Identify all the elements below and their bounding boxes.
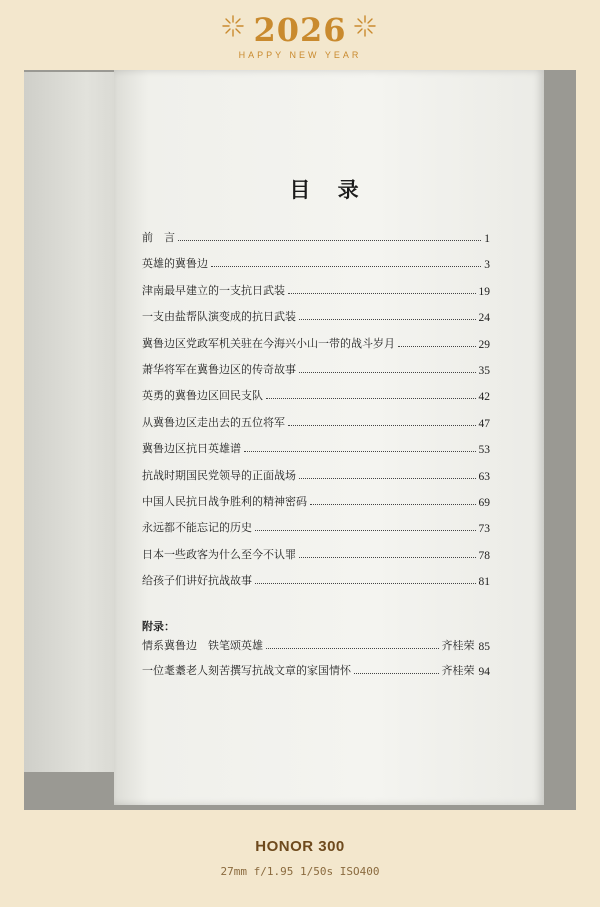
toc-entry: [142, 542, 490, 562]
toc-entry-page: 69: [478, 497, 490, 509]
toc-leader-dots: [266, 398, 476, 399]
toc-leader-dots: [354, 673, 439, 674]
camera-exif: 27mm f/1.95 1/50s ISO400: [220, 865, 380, 878]
toc-entry-title: 日本一些政客为什么至今不认罪: [142, 547, 296, 561]
toc-entry-page: 78: [478, 549, 490, 562]
camera-model: HONOR 300: [255, 838, 345, 855]
toc-entry-page: 53: [478, 444, 490, 457]
toc-entry: [142, 225, 490, 245]
toc-entry-page: 24: [478, 312, 490, 325]
left-book-page: [24, 72, 128, 772]
toc-entry-page: 1: [484, 233, 490, 245]
toc-entry-title: 中国人民抗日战争胜利的精神密码: [142, 495, 307, 508]
toc-leader-dots: [255, 583, 476, 584]
toc-entry: [142, 410, 490, 430]
toc-entry-title: 给孩子们讲好抗战故事: [142, 574, 252, 588]
book-photo: [24, 70, 576, 810]
toc-entry: [142, 251, 490, 271]
toc-leader-dots: [299, 557, 476, 558]
toc-leader-dots: [299, 372, 476, 373]
toc-entry: [142, 331, 490, 351]
toc-entry-title: 一支由盐帮队演变成的抗日武装: [142, 310, 296, 324]
toc-entry: [142, 489, 490, 509]
toc-entry: [142, 436, 490, 456]
toc-entry-title: 冀鲁边区抗日英雄谱: [142, 442, 241, 456]
toc-leader-dots: [255, 530, 476, 531]
appendix-entry-author: 齐桂荣: [441, 664, 475, 677]
toc-entry-title: 从冀鲁边区走出去的五位将军: [142, 415, 285, 429]
toc-entry-title: 前 言: [142, 231, 175, 244]
appendix-entry-page: 85: [478, 641, 490, 653]
toc-leader-dots: [288, 293, 476, 294]
firework-icon: [353, 14, 377, 38]
appendix-entry: [142, 658, 490, 678]
toc-entry: [142, 304, 490, 324]
toc-entry-title: 萧华将军在冀鲁边区的传奇故事: [142, 363, 296, 376]
toc-leader-dots: [398, 346, 476, 347]
toc-title: 目 录: [289, 177, 369, 202]
toc-entry-title: 永远都不能忘记的历史: [142, 521, 252, 535]
toc-entry-page: 35: [478, 365, 490, 377]
toc-entry: [142, 515, 490, 535]
toc-entry-page: 19: [478, 285, 490, 298]
toc-entry: [142, 463, 490, 483]
toc-leader-dots: [211, 266, 481, 267]
toc-leader-dots: [288, 425, 476, 426]
toc-entry-page: 47: [478, 417, 490, 430]
toc-page: [114, 70, 544, 805]
toc-entry: [142, 278, 490, 298]
appendix-label: 附录：: [142, 620, 175, 633]
appendix-entry-title: 一位耄耋老人刻苦撰写抗战文章的家国情怀: [142, 664, 351, 677]
toc-entry-page: 73: [478, 523, 490, 536]
toc-entry: [142, 568, 490, 588]
toc-leader-dots: [266, 648, 439, 649]
toc-entry-page: 81: [478, 576, 490, 589]
appendix-entry: [142, 633, 490, 653]
toc-entry-title: 抗战时期国民党领导的正面战场: [142, 468, 296, 482]
toc-entry-page: 63: [478, 470, 490, 483]
toc-entry: [142, 383, 490, 403]
toc-entry-page: 3: [484, 259, 490, 272]
toc-entry-title: 英勇的冀鲁边区回民支队: [142, 389, 263, 403]
toc-leader-dots: [310, 504, 476, 505]
toc-leader-dots: [299, 478, 476, 479]
appendix-entry-author: 齐桂荣: [441, 639, 475, 652]
toc-leader-dots: [244, 451, 476, 452]
toc-entry-title: 英雄的冀鲁边: [142, 257, 208, 271]
greeting-text: HAPPY NEW YEAR: [238, 50, 362, 60]
toc-entry-title: 冀鲁边区党政军机关驻在今海兴小山一带的战斗岁月: [142, 336, 395, 350]
appendix-entry-page: 94: [478, 666, 490, 678]
toc-leader-dots: [178, 240, 481, 241]
toc-entry-title: 津南最早建立的一支抗日武装: [142, 283, 285, 297]
new-year-banner: [0, 0, 600, 70]
year-text: 2026: [253, 11, 347, 49]
appendix-entry-title: 情系冀鲁边 铁笔颂英雄: [142, 639, 263, 652]
toc-entry: [142, 357, 490, 377]
toc-entry-page: 29: [478, 338, 490, 351]
toc-leader-dots: [299, 319, 476, 320]
toc-entry-page: 42: [478, 391, 490, 404]
